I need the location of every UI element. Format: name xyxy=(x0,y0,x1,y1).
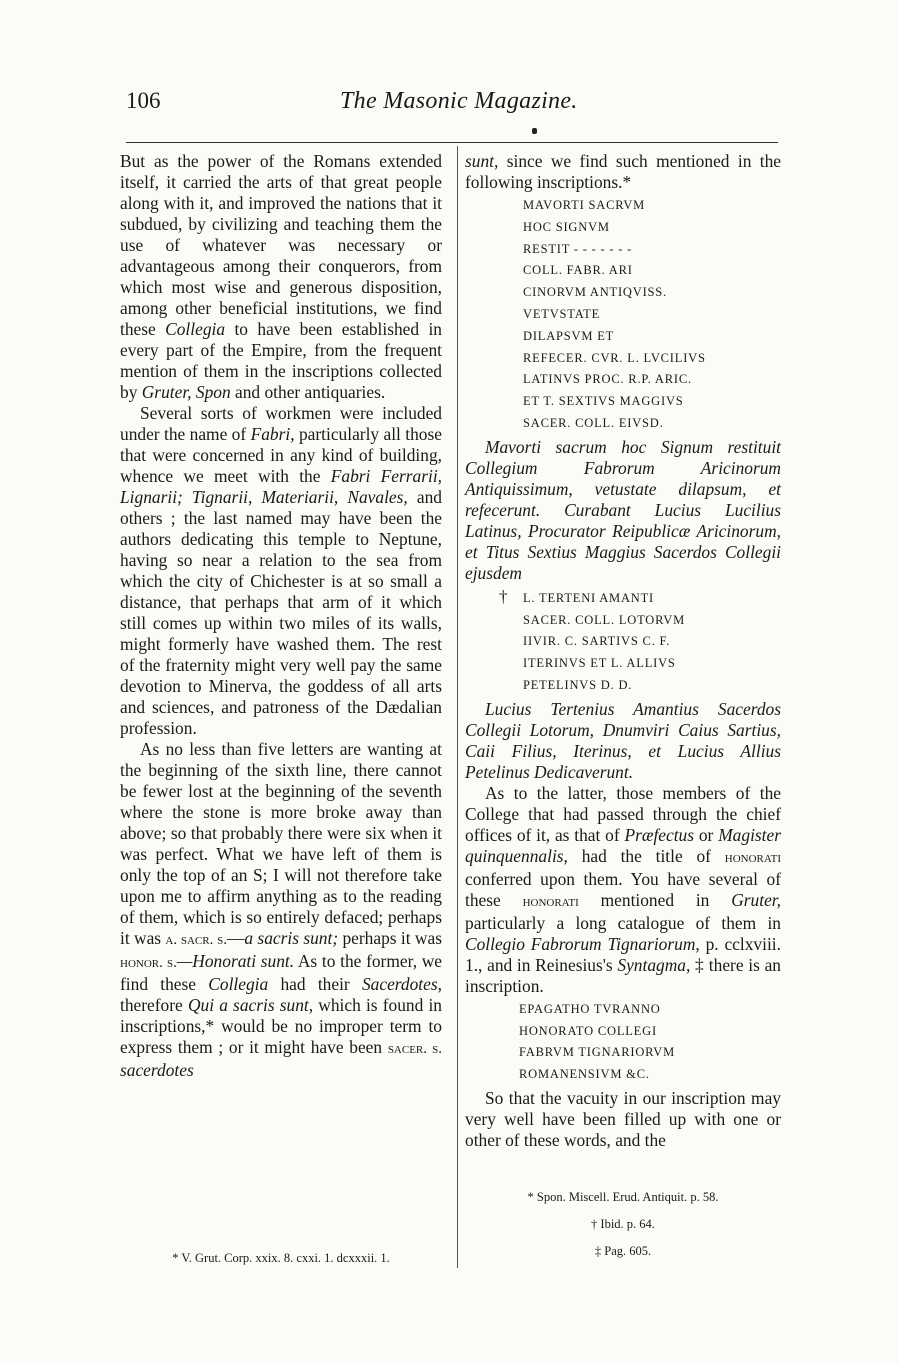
inscription-line: IIVIR. C. SARTIVS C. F. xyxy=(523,634,671,649)
footnote-left: * V. Grut. Corp. xxix. 8. cxxi. 1. dcxxxii. 1. xyxy=(172,1251,390,1265)
inscription-line: PETELINVS D. D. xyxy=(523,677,633,692)
inscription-line: SACER. COLL. LOTORVM xyxy=(523,612,686,627)
page-number: 106 xyxy=(126,88,161,113)
paragraph-vacuity: So that the vacuity in our inscription may very well have been filled up with one or other of these words, and the xyxy=(465,1087,781,1150)
inscription-line: COLL. FABR. ARI xyxy=(523,263,633,278)
inscription-mavorti xyxy=(523,195,781,435)
latin-translation-mavorti: Mavorti sacrum hoc Signum restituit Collegium Fabrorum Aricinorum Antiquissimum, vetustate dilapsum, et refecerunt. Curabant Lucius Lucilius Latinus, Procurator Reipublicæ Aricinorum, et Titus Sextius Maggius Sacerdos Collegii ejusdem xyxy=(465,436,781,583)
inscription-line: EPAGATHO TVRANNO xyxy=(519,1001,661,1016)
footnote: ‡ Pag. 605. xyxy=(594,1244,652,1258)
inscription-line: ET T. SEXTIVS MAGGIVS xyxy=(523,394,684,409)
inscription-line: CINORVM ANTIQVISS. xyxy=(523,285,667,300)
left-column xyxy=(120,151,442,1081)
dagger-mark: † xyxy=(499,586,509,606)
inscription-line: DILAPSVM ET xyxy=(523,328,615,343)
footnotes-right xyxy=(465,1184,781,1265)
paragraph-letters: As no less than five letters are wanting at the beginning of the sixth line, there cannot be fewer lost at the beginning of the seventh where the stone is more broke away than above; so that probably there were six when it was perfect. What we have left of them is only the top of an S; I will not therefore take upon me to affirm anything as to the reading of them, which is so entirely defaced; perhaps it was a. sacr. s.—a sacris sunt; perhaps it was honor. s.—Honorati sunt. As to the former, we find these Collegia had their Sacerdotes, therefore Qui a sacris sunt, which is found in inscriptions,* would be no improper term to express them ; or it might have been sacer. s. sacerdotes xyxy=(120,739,443,1080)
inscription-line: VETVSTATE xyxy=(523,306,601,321)
inscription-line: LATINVS PROC. R.P. ARIC. xyxy=(523,372,692,387)
inscription-line: HONORATO COLLEGI xyxy=(519,1023,657,1038)
header-ornament xyxy=(532,128,537,134)
inscription-line: SACER. COLL. EIVSD. xyxy=(523,415,664,430)
paragraph-workmen: Several sorts of workmen were included under the name of Fabri, particularly all those that were concerned in any kind of building, whence we meet with the Fabri Ferrarii, Lignarii; Tignarii, Materiarii, Navales, and others ; the last named may have been the authors dedicating this temple to Neptune, having so near a relation to the sea from which the city of Chichester is at so small a distance, that perhaps that arm of it which still comes up within two miles of its walls, might formerly have washed them. The rest of the fraternity might very well pay the same devotion to Minerva, the goddess of all arts and sciences, and patroness of the Dædalian profession. xyxy=(120,403,442,738)
paragraph-romans: But as the power of the Romans extended itself, it carried the arts of that great people along with it, and improved the nations that it subdued, by civilizing and teaching them the use of whatever was necessary or advantageous among their conquerors, from which most wise and generous disposition, among other beneficial institutions, we find these Collegia to have been established in every part of the Empire, from the frequent mention of them in the inscriptions collected by Gruter, Spon and other antiquaries. xyxy=(120,151,443,402)
inscription-line: ROMANENSIVM &C. xyxy=(519,1067,650,1082)
inscription-line: RESTIT - - - - - - - xyxy=(523,241,633,256)
column-divider xyxy=(457,146,458,1268)
inscription-terteni xyxy=(499,586,781,697)
latin-translation-terteni: Lucius Tertenius Amantius Sacerdos Collegii Lotorum, Dnumviri Caius Sartius, Caii Filius, Iterinus, et Lucius Allius Petelinus Dedicaverunt. xyxy=(465,698,781,782)
right-column xyxy=(465,151,781,1151)
running-title: The Masonic Magazine. xyxy=(340,88,578,114)
inscription-line: ITERINVS ET L. ALLIVS xyxy=(523,656,676,671)
page-header xyxy=(0,88,899,128)
inscription-line: REFECER. CVR. L. LVCILIVS xyxy=(523,350,706,365)
header-rule xyxy=(126,142,778,143)
inscription-line: FABRVM TIGNARIORVM xyxy=(519,1045,676,1060)
paragraph-inscriptions-intro: sunt, since we find such mentioned in the following inscriptions.* xyxy=(465,151,781,192)
footnote: † Ibid. p. 64. xyxy=(591,1217,655,1231)
inscription-epagatho xyxy=(519,999,781,1086)
footnote: * Spon. Miscell. Erud. Antiquit. p. 58. xyxy=(527,1190,719,1204)
inscription-line: HOC SIGNVM xyxy=(523,219,610,234)
paragraph-honorati: As to the latter, those members of the College that had passed through the chief offices of it, as that of Præfectus or Magister quinquennalis, had the title of honorati conferred upon them. You have several of these honorati mentioned in Gruter, particularly a long catalogue of them in Collegio Fabrorum Tignariorum, p. cclxviii. 1., and in Reinesius's Syntagma, ‡ there is an inscription. xyxy=(465,782,781,996)
inscription-line: † L. TERTENI AMANTI xyxy=(499,586,655,606)
inscription-line: MAVORTI SACRVM xyxy=(523,198,646,212)
